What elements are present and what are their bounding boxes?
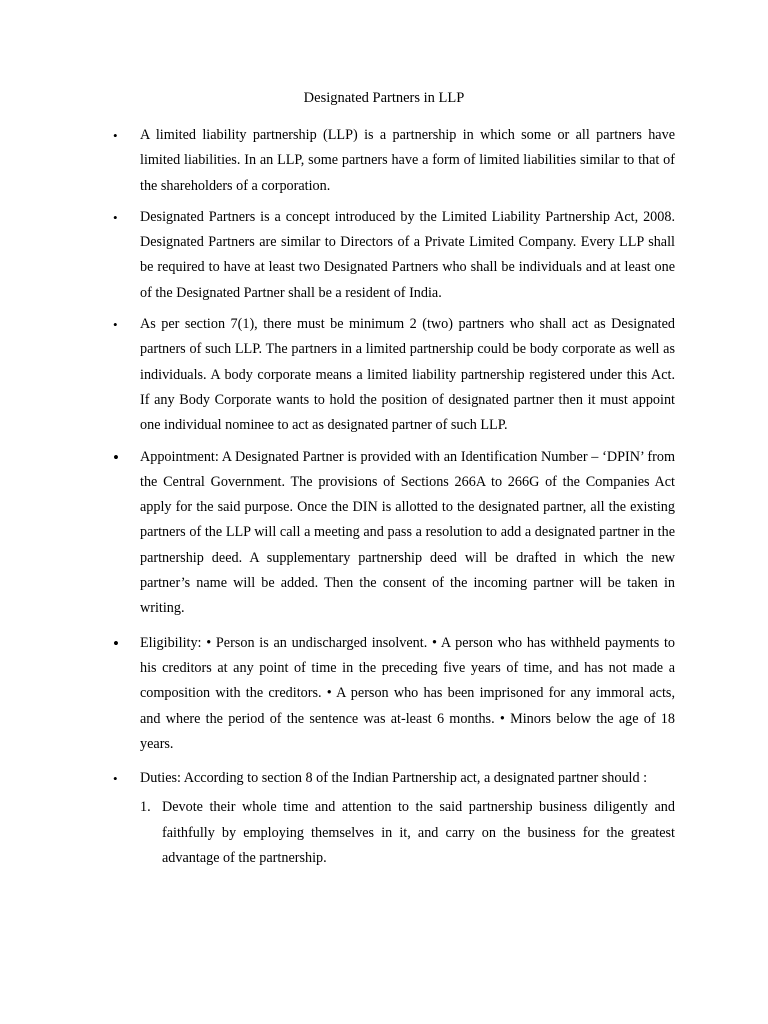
list-item-designated-partners-concept [113,205,675,306]
list-item-eligibility [113,631,675,757]
bullet-icon: • [113,771,118,787]
bullet-icon: • [113,128,118,143]
numbered-item-devote-time [113,795,675,871]
bullet-icon: • [113,209,118,225]
list-item-appointment [113,445,675,622]
document-title: Designated Partners in LLP [303,90,465,106]
bullet-icon: • [113,317,118,333]
bullet-icon: • [113,633,119,653]
list-item-text: As per section 7(1), there must be minimum 2 (two) partners who shall act as Designated partners of such LLP. The partners in a limited partnership could be body corporate as well as individuals. A body corporate means a limited liability partnership registered under this Act. If any Body Corporate wants to hold the position of designated partner then it must appoint one individual nominee to act as designated partner of such LLP. [140,316,675,434]
list-number: 1. [140,799,151,816]
list-item-text: Designated Partners is a concept introduced by the Limited Liability Partnership Act, 2008. Designated Partners are similar to Directors of a Private Limited Company. Every LLP shall be required to have at least two Designated Partners who shall be individuals and at least one of the Designated Partner shall be a resident of India. [140,208,675,301]
list-item-text: Duties: According to section 8 of the Indian Partnership act, a designated partner should : [140,770,648,787]
bullet-list [113,123,675,871]
list-item-text: A limited liability partnership (LLP) is a partnership in which some or all partners have limited liabilities. In an LLP, some partners have a form of limited liabilities similar to that of the shareholders of a corporation. [140,127,675,194]
list-item-section-7 [113,312,675,438]
bullet-icon: • [113,447,119,467]
list-item-llp-definition [113,123,675,199]
list-item-text: Eligibility: • Person is an undischarged insolvent. • A person who has withheld payments to his creditors at any point of time in the preceding five years of time, and has not made a composition with the creditors. • A person who has been imprisoned for any immoral acts, and where the period of the sentence was at-least 6 months. • Minors below the age of 18 years. [140,634,675,752]
numbered-item-text: Devote their whole time and attention to the said partnership business diligently and faithfully by employing themselves in it, and carry on the business for the greatest advantage of the partnership. [162,799,675,867]
list-item-text: Appointment: A Designated Partner is provided with an Identification Number – ‘DPIN’ from the Central Government. The provisions of Sections 266A to 266G of the Companies Act apply for the said purpose. Once the DIN is allotted to the designated partner, all the existing partners of the LLP will call a meeting and pass a resolution to add a designated partner in the partnership deed. A supplementary partnership deed will be drafted in which the new partner’s name will be added. Then the consent of the incoming partner will be taken in writing. [140,448,675,617]
list-item-duties [113,766,675,791]
